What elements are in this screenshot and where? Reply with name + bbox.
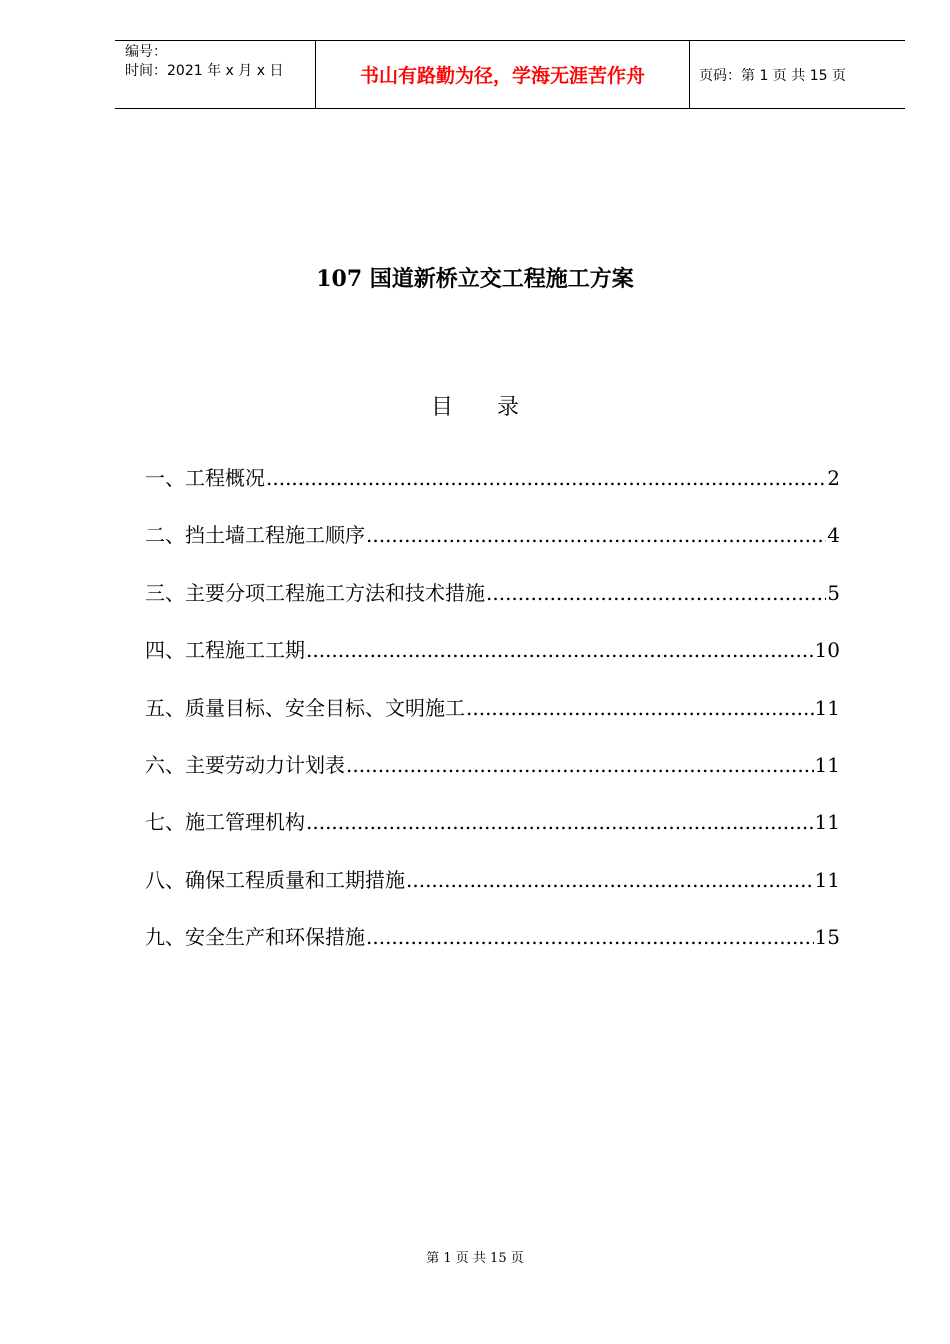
toc-heading-left: 目 — [430, 395, 453, 420]
toc-entry[interactable] — [145, 519, 840, 576]
header-meta-cell — [115, 41, 316, 108]
toc-entry-page: 2 — [827, 466, 840, 490]
toc-leader-dots — [466, 696, 814, 720]
toc-heading-right: 录 — [497, 395, 520, 420]
toc-leader-dots — [346, 753, 814, 777]
toc-entry-label: 七、施工管理机构 — [145, 810, 305, 835]
toc-entry-label: 八、确保工程质量和工期措施 — [145, 867, 405, 892]
toc-entry[interactable] — [145, 462, 840, 519]
table-of-contents — [145, 462, 840, 979]
toc-entry[interactable] — [145, 921, 840, 978]
number-label: 编号： — [125, 44, 167, 60]
header-table — [115, 40, 905, 109]
document-title: 107 国道新桥立交工程施工方案 — [316, 266, 634, 292]
toc-entry-page: 10 — [814, 638, 840, 663]
toc-entry[interactable] — [145, 749, 840, 806]
toc-entry-page: 5 — [827, 580, 840, 605]
toc-entry-page: 11 — [814, 695, 840, 720]
toc-entry-label: 三、主要分项工程施工方法和技术措施 — [145, 580, 485, 605]
toc-leader-dots — [486, 581, 826, 605]
toc-entry[interactable] — [145, 864, 840, 921]
toc-entry-page: 11 — [814, 752, 840, 777]
toc-entry-label: 六、主要劳动力计划表 — [145, 752, 345, 777]
toc-entry-page: 15 — [814, 925, 840, 950]
toc-entry-page: 11 — [814, 810, 840, 835]
page-footer: 第 1 页 共 15 页 — [426, 1251, 524, 1266]
page-info: 页码：第 1 页 共 15 页 — [699, 67, 846, 84]
toc-entry-label: 一、工程概况 — [145, 466, 265, 490]
toc-entry-label: 五、质量目标、安全目标、文明施工 — [145, 695, 465, 720]
toc-leader-dots — [306, 810, 814, 834]
toc-leader-dots — [366, 925, 814, 949]
toc-entry[interactable] — [145, 806, 840, 863]
toc-leader-dots — [266, 466, 826, 490]
toc-heading — [0, 390, 950, 421]
toc-leader-dots — [406, 868, 814, 892]
time-label: 时间：2021 年 x 月 x 日 — [125, 63, 284, 79]
toc-entry-label: 九、安全生产和环保措施 — [145, 925, 365, 950]
toc-entry-page: 4 — [827, 523, 840, 548]
motto: 书山有路勤为径，学海无涯苦作舟 — [316, 41, 690, 108]
toc-entry-label: 二、挡土墙工程施工顺序 — [145, 523, 365, 548]
toc-entry-label: 四、工程施工工期 — [145, 638, 305, 663]
toc-leader-dots — [306, 638, 814, 662]
toc-entry-page: 11 — [814, 867, 840, 892]
toc-entry[interactable] — [145, 634, 840, 691]
toc-leader-dots — [366, 523, 826, 547]
toc-entry[interactable] — [145, 577, 840, 634]
toc-entry[interactable] — [145, 692, 840, 749]
